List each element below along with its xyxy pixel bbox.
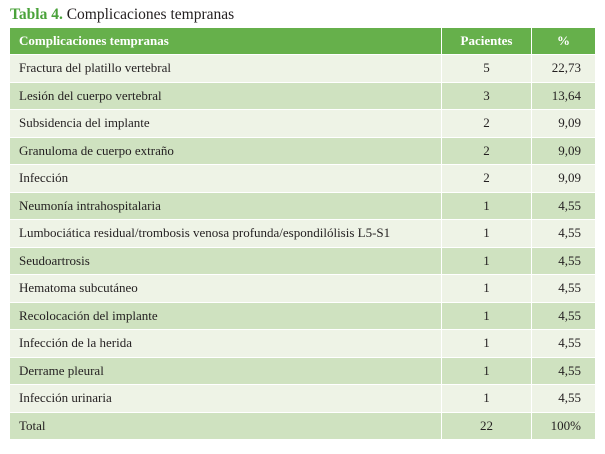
table-row: [10, 275, 596, 303]
row-pacientes: 1: [442, 330, 532, 358]
row-percent: 4,55: [532, 192, 596, 220]
row-label: Lesión del cuerpo vertebral: [10, 82, 442, 110]
row-pacientes: 1: [442, 247, 532, 275]
row-label: Hematoma subcutáneo: [10, 275, 442, 303]
row-percent: 4,55: [532, 330, 596, 358]
table-row: [10, 82, 596, 110]
row-pacientes: 2: [442, 137, 532, 165]
row-pacientes: 1: [442, 385, 532, 413]
total-label: Total: [10, 412, 442, 440]
table-row: [10, 165, 596, 193]
table-row: [10, 247, 596, 275]
row-pacientes: 3: [442, 82, 532, 110]
table-label: Tabla 4.: [10, 6, 63, 23]
table-row: [10, 110, 596, 138]
total-row: [10, 412, 596, 440]
table-row: [10, 330, 596, 358]
table-row: [10, 385, 596, 413]
table-row: [10, 302, 596, 330]
row-pacientes: 2: [442, 110, 532, 138]
row-percent: 4,55: [532, 385, 596, 413]
row-pacientes: 1: [442, 357, 532, 385]
row-label: Fractura del platillo vertebral: [10, 55, 442, 83]
row-pacientes: 1: [442, 275, 532, 303]
row-label: Derrame pleural: [10, 357, 442, 385]
row-percent: 4,55: [532, 302, 596, 330]
row-pacientes: 1: [442, 220, 532, 248]
row-percent: 4,55: [532, 275, 596, 303]
row-pacientes: 1: [442, 302, 532, 330]
row-pacientes: 2: [442, 165, 532, 193]
row-percent: 4,55: [532, 220, 596, 248]
row-pacientes: 1: [442, 192, 532, 220]
row-percent: 22,73: [532, 55, 596, 83]
row-label: Lumbociática residual/trombosis venosa profunda/espondilólisis L5-S1: [10, 220, 442, 248]
row-label: Recolocación del implante: [10, 302, 442, 330]
header-complicaciones: Complicaciones tempranas: [10, 28, 442, 55]
row-percent: 4,55: [532, 247, 596, 275]
header-pacientes: Pacientes: [442, 28, 532, 55]
table-row: [10, 192, 596, 220]
row-label: Infección de la herida: [10, 330, 442, 358]
table-row: [10, 137, 596, 165]
total-pacientes: 22: [442, 412, 532, 440]
row-label: Infección: [10, 165, 442, 193]
row-label: Infección urinaria: [10, 385, 442, 413]
row-percent: 9,09: [532, 110, 596, 138]
row-pacientes: 5: [442, 55, 532, 83]
table-title: Complicaciones tempranas: [66, 6, 235, 23]
row-label: Subsidencia del implante: [10, 110, 442, 138]
table-row: [10, 55, 596, 83]
row-percent: 13,64: [532, 82, 596, 110]
row-label: Granuloma de cuerpo extraño: [10, 137, 442, 165]
header-percent: %: [532, 28, 596, 55]
table-caption: [10, 5, 234, 25]
row-percent: 4,55: [532, 357, 596, 385]
table-row: [10, 357, 596, 385]
table-row: [10, 220, 596, 248]
row-percent: 9,09: [532, 165, 596, 193]
total-percent: 100%: [532, 412, 596, 440]
complications-table: [9, 27, 596, 440]
header-row: [10, 28, 596, 55]
row-label: Neumonía intrahospitalaria: [10, 192, 442, 220]
row-label: Seudoartrosis: [10, 247, 442, 275]
row-percent: 9,09: [532, 137, 596, 165]
